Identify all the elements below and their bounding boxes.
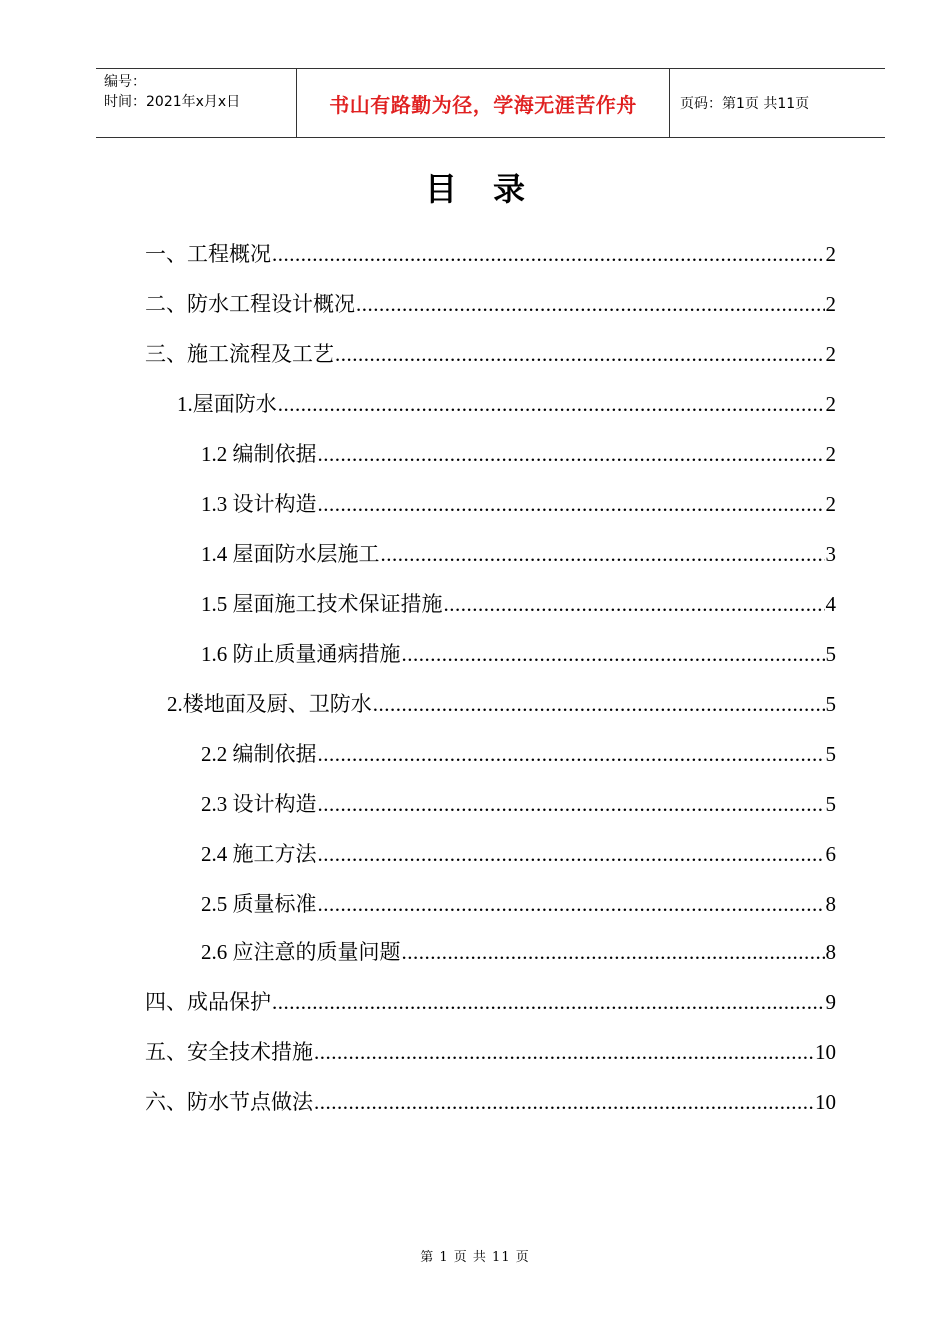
toc-leader-dots (318, 489, 825, 519)
toc-entry[interactable] (201, 889, 836, 919)
toc-entry-label: 五、安全技术措施 (145, 1040, 313, 1064)
toc-entry-page: 2 (825, 242, 836, 266)
toc-entry-label: 1.3 设计构造 (201, 492, 317, 516)
document-number-label: 编号： (104, 74, 146, 90)
toc-entry-label: 1.6 防止质量通病措施 (201, 642, 401, 666)
toc-entry-label: 2.4 施工方法 (201, 842, 317, 866)
toc-entry-label: 1.4 屋面防水层施工 (201, 542, 380, 566)
motto-text: 书山有路勤为径，学海无涯苦作舟 (329, 92, 637, 117)
toc-leader-dots (278, 389, 825, 419)
toc-leader-dots (318, 839, 825, 869)
toc-entry-page: 6 (825, 842, 836, 866)
toc-entry-label: 2.2 编制依据 (201, 742, 317, 766)
toc-entry[interactable] (145, 987, 836, 1017)
header-meta (96, 69, 297, 137)
toc-leader-dots (402, 937, 825, 967)
toc-entry[interactable] (145, 289, 836, 319)
header-motto (297, 69, 670, 137)
toc-entry[interactable] (145, 1087, 836, 1117)
toc-leader-dots (402, 639, 825, 669)
toc-entry[interactable] (145, 239, 836, 269)
toc-entry-page: 5 (825, 692, 836, 716)
toc-entry-label: 1.2 编制依据 (201, 442, 317, 466)
document-time-label: 时间：2021年x月x日 (104, 94, 241, 110)
toc-leader-dots (335, 339, 825, 369)
toc-entry-page: 10 (815, 1090, 836, 1114)
toc-leader-dots (318, 739, 825, 769)
header-page-info: 页码：第1页 共11页 (680, 96, 810, 112)
toc-entry-page: 2 (825, 342, 836, 366)
toc-entry[interactable] (201, 539, 836, 569)
toc-entry[interactable] (177, 389, 836, 419)
toc-entry-label: 一、工程概况 (145, 242, 271, 266)
toc-entry-page: 5 (825, 742, 836, 766)
page-header (96, 68, 885, 138)
toc-entry-label: 1.屋面防水 (177, 392, 277, 416)
toc-leader-dots (318, 439, 825, 469)
toc-entry[interactable] (145, 1037, 836, 1067)
toc-entry-page: 4 (825, 592, 836, 616)
toc-leader-dots (381, 539, 825, 569)
toc-entry[interactable] (201, 739, 836, 769)
toc-entry-label: 2.3 设计构造 (201, 792, 317, 816)
toc-entry-page: 9 (825, 990, 836, 1014)
toc-entry-label: 四、成品保护 (145, 990, 271, 1014)
toc-entry[interactable] (201, 639, 836, 669)
toc-leader-dots (356, 289, 825, 319)
toc-leader-dots (318, 889, 825, 919)
toc-entry-page: 2 (825, 292, 836, 316)
toc-entry[interactable] (201, 589, 836, 619)
toc-entry[interactable] (167, 689, 836, 719)
toc-entry-page: 2 (825, 492, 836, 516)
toc-entry-label: 六、防水节点做法 (145, 1090, 313, 1114)
toc-entry-label: 2.6 应注意的质量问题 (201, 940, 401, 964)
toc-entry[interactable] (201, 439, 836, 469)
toc-entry[interactable] (201, 789, 836, 819)
toc-entry-label: 二、防水工程设计概况 (145, 292, 355, 316)
toc-entry-label: 2.楼地面及厨、卫防水 (167, 692, 372, 716)
toc-leader-dots (318, 789, 825, 819)
toc-entry-page: 8 (825, 940, 836, 964)
toc-entry-page: 8 (825, 892, 836, 916)
toc-entry[interactable] (145, 339, 836, 369)
toc-leader-dots (314, 1087, 814, 1117)
toc-entry-page: 10 (815, 1040, 836, 1064)
toc-entry[interactable] (201, 937, 836, 967)
toc-entry-page: 2 (825, 392, 836, 416)
toc-entry-label: 1.5 屋面施工技术保证措施 (201, 592, 443, 616)
toc-entry-page: 3 (825, 542, 836, 566)
toc-leader-dots (272, 987, 825, 1017)
toc-entry-label: 2.5 质量标准 (201, 892, 317, 916)
toc-leader-dots (272, 239, 825, 269)
toc-leader-dots (314, 1037, 814, 1067)
page-footer: 第 1 页 共 11 页 (420, 1250, 530, 1265)
toc-entry-page: 5 (825, 642, 836, 666)
toc-leader-dots (373, 689, 825, 719)
toc-entry[interactable] (201, 489, 836, 519)
toc-leader-dots (444, 589, 825, 619)
toc-entry-label: 三、施工流程及工艺 (145, 342, 334, 366)
page-title: 目录 (424, 170, 561, 208)
toc-entry-page: 5 (825, 792, 836, 816)
toc-entry-page: 2 (825, 442, 836, 466)
toc-entry[interactable] (201, 839, 836, 869)
